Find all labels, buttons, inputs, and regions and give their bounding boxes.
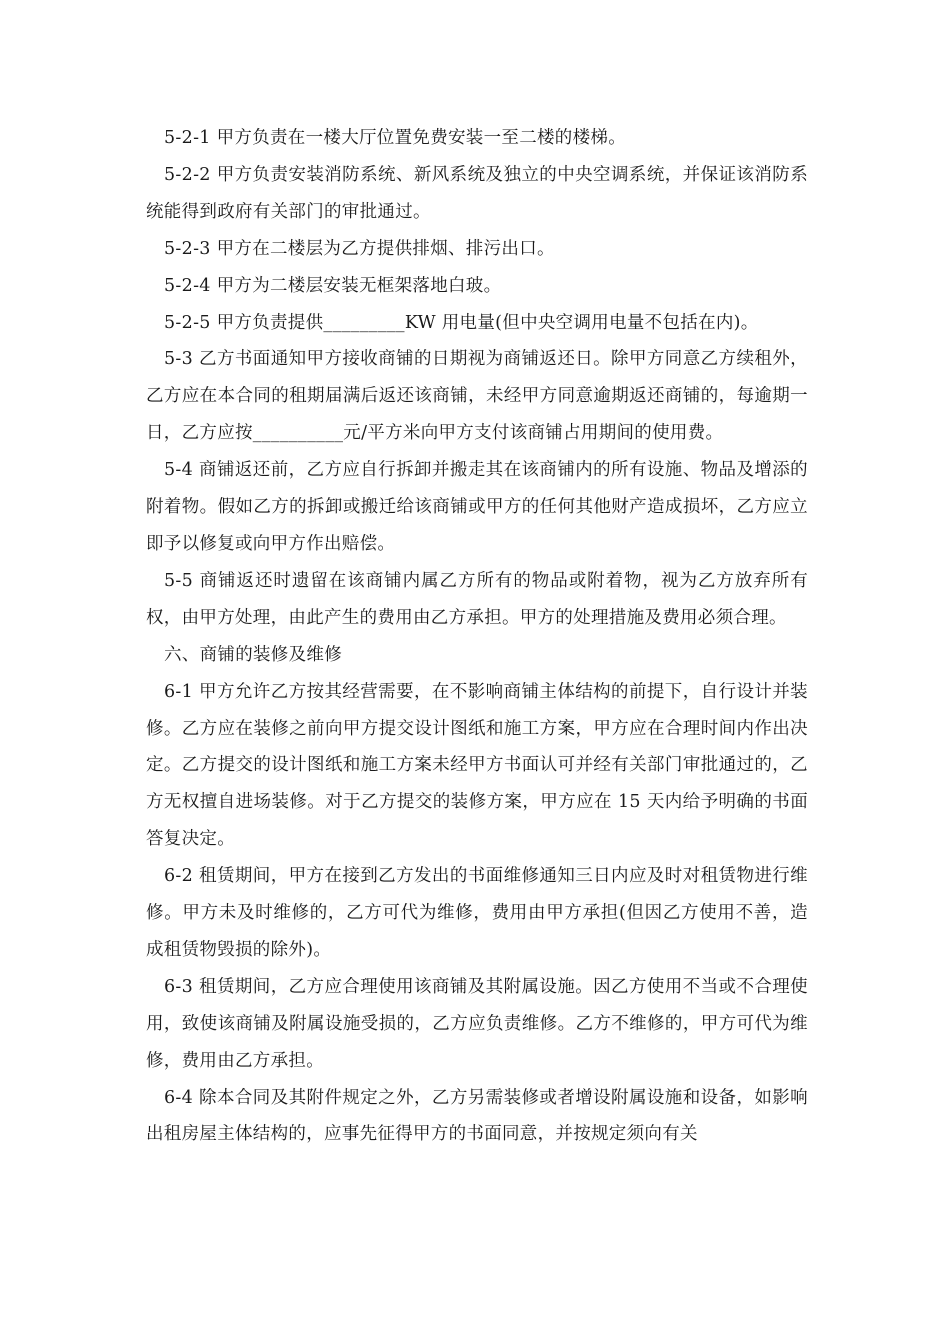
clause-5-2-5: 5-2-5 甲方负责提供_________KW 用电量(但中央空调用电量不包括在内)。	[164, 312, 759, 333]
clause-5-2-3: 5-2-3 甲方在二楼层为乙方提供排烟、排污出口。	[164, 238, 555, 259]
clause-5-2-1: 5-2-1 甲方负责在一楼大厅位置免费安装一至二楼的楼梯。	[164, 128, 626, 148]
clause-5-2-2: 5-2-2 甲方负责安装消防系统、新风系统及独立的中央空调系统，并保证该消防系统能得到政府有关部门的审批通过。	[146, 164, 808, 222]
section-heading-6: 六、商铺的装修及维修	[164, 644, 342, 665]
clause-5-2-4: 5-2-4 甲方为二楼层安装无框架落地白玻。	[164, 275, 502, 296]
clause-6-2: 6-2 租赁期间，甲方在接到乙方发出的书面维修通知三日内应及时对租赁物进行维修。甲方未及时维修的，乙方可代为维修，费用由甲方承担(但因乙方使用不善，造成租赁物毁损的除外)。	[146, 866, 808, 960]
document-body	[146, 120, 808, 1153]
clause-6-1: 6-1 甲方允许乙方按其经营需要，在不影响商铺主体结构的前提下，自行设计并装修。乙方应在装修之前向甲方提交设计图纸和施工方案，甲方应在合理时间内作出决定。乙方提交的设计图纸和施工方案未经甲方书面认可并经有关部门审批通过的，乙方无权擅自进场装修。对于乙方提交的装修方案，甲方应在 15 天内给予明确的书面答复决定。	[146, 681, 808, 850]
clause-5-5: 5-5 商铺返还时遗留在该商铺内属乙方所有的物品或附着物，视为乙方放弃所有权，由甲方处理，由此产生的费用由乙方承担。甲方的处理措施及费用必须合理。	[146, 570, 808, 628]
clause-5-4: 5-4 商铺返还前，乙方应自行拆卸并搬走其在该商铺内的所有设施、物品及增添的附着物。假如乙方的拆卸或搬迁给该商铺或甲方的任何其他财产造成损坏，乙方应立即予以修复或向甲方作出赔偿。	[146, 460, 808, 554]
clause-6-3: 6-3 租赁期间，乙方应合理使用该商铺及其附属设施。因乙方使用不当或不合理使用，致使该商铺及附属设施受损的，乙方应负责维修。乙方不维修的，甲方可代为维修，费用由乙方承担。	[146, 976, 808, 1071]
clause-6-4: 6-4 除本合同及其附件规定之外，乙方另需装修或者增设附属设施和设备，如影响出租房屋主体结构的，应事先征得甲方的书面同意，并按规定须向有关	[146, 1087, 808, 1145]
clause-5-3: 5-3 乙方书面通知甲方接收商铺的日期视为商铺返还日。除甲方同意乙方续租外，乙方应在本合同的租期届满后返还该商铺，未经甲方同意逾期返还商铺的，每逾期一日，乙方应按__________元/平方米向甲方支付该商铺占用期间的使用费。	[146, 349, 808, 444]
